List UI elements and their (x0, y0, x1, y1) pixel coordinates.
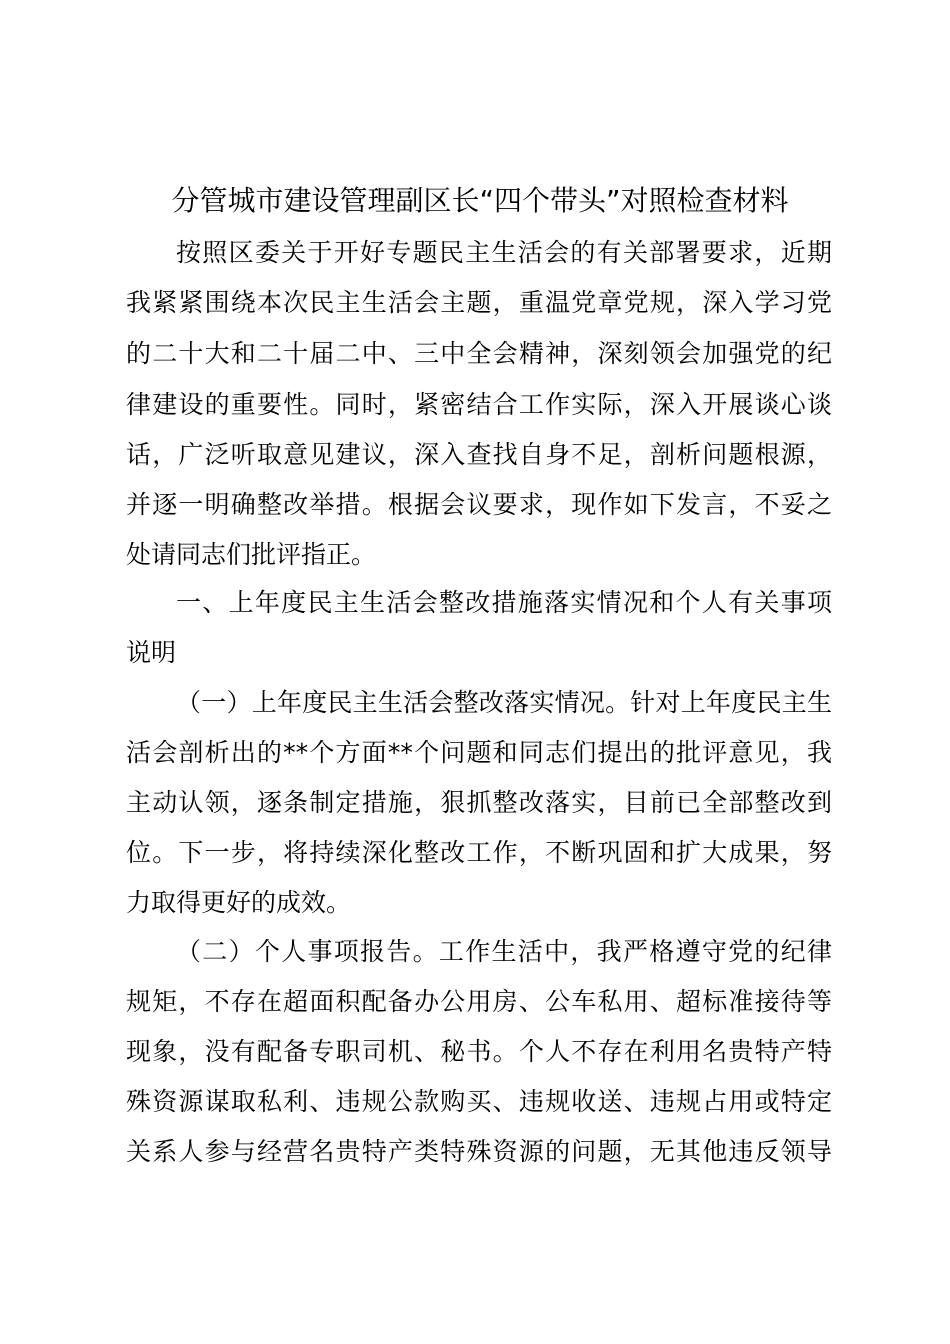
paragraph-line: 我紧紧围绕本次民主生活会主题，重温党章党规，深入学习党 (126, 288, 832, 317)
paragraph-line: 现象，没有配备专职司机、秘书。个人不存在利用名贵特产特 (126, 1037, 832, 1066)
paragraph-line: 殊资源谋取私利、违规公款购买、违规收送、违规占用或特定 (126, 1087, 832, 1116)
paragraph-line: 关系人参与经营名贵特产类特殊资源的问题，无其他违反领导 (126, 1137, 832, 1166)
paragraph-line: 力取得更好的成效。 (126, 888, 352, 917)
paragraph-line: 并逐一明确整改举措。根据会议要求，现作如下发言，不妥之 (126, 490, 832, 519)
paragraph-line: 的二十大和二十届二中、三中全会精神，深刻领会加强党的纪 (126, 339, 832, 368)
paragraph-line: 活会剖析出的**个方面**个问题和同志们提出的批评意见，我 (126, 738, 832, 767)
paragraph-line: 处请同志们批评指正。 (126, 540, 377, 569)
paragraph-line: 位。下一步，将持续深化整改工作，不断巩固和扩大成果，努 (126, 838, 832, 867)
section-heading-line: 说明 (126, 638, 177, 667)
paragraph-line: 话，广泛听取意见建议，深入查找自身不足，剖析问题根源， (126, 440, 832, 469)
section-heading-line: 一、上年度民主生活会整改措施落实情况和个人有关事项 (176, 588, 832, 617)
paragraph-line: 按照区委关于开好专题民主生活会的有关部署要求，近期 (176, 238, 832, 267)
paragraph-line: 律建设的重要性。同时，紧密结合工作实际，深入开展谈心谈 (126, 390, 832, 419)
paragraph-line: （二）个人事项报告。工作生活中，我严格遵守党的纪律 (176, 937, 832, 966)
paragraph-line: 主动认领，逐条制定措施，狠抓整改落实，目前已全部整改到 (126, 788, 832, 817)
paragraph-line: 规矩，不存在超面积配备办公用房、公车私用、超标准接待等 (126, 987, 832, 1016)
paragraph-line: （一）上年度民主生活会整改落实情况。针对上年度民主生 (176, 688, 832, 717)
document-title: 分管城市建设管理副区长“四个带头”对照检查材料 (171, 184, 789, 217)
